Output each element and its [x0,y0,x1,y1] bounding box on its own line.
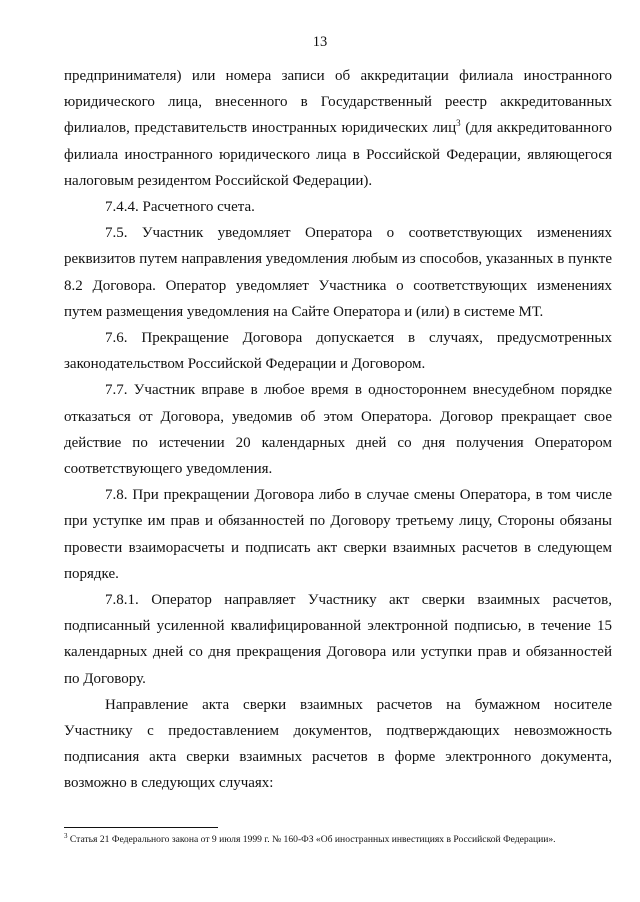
footnote-reference: 3 [456,118,461,129]
paragraph-text: (для аккредитованного филиала иностранного юридического лица в Российской Федерации, являющегося налоговым резидентом Российской Федерации). [64,120,612,189]
footnote-text: Статья 21 Федерального закона от 9 июля 1999 г. № 160-ФЗ «Об иностранных инвестициях в Российской Федерации». [67,834,556,845]
paragraph-continuation [64,63,612,194]
paragraph-7-8: 7.8. При прекращении Договора либо в случае смены Оператора, в том числе при уступке им прав и обязанностей по Договору третьему лицу, Стороны обязаны провести взаиморасчеты и подписать акт сверки взаимных расчетов в следующем порядке. [64,487,612,582]
paragraph-7-6: 7.6. Прекращение Договора допускается в случаях, предусмотренных законодательством Российской Федерации и Договором. [64,330,612,373]
paragraph-text: предпринимателя) или номера записи об аккредитации филиала иностранного юридического лица, внесенного в Государственный реестр аккредитованных филиалов, представительств иностранных юридических лиц [64,68,612,137]
paragraph-7-7: 7.7. Участник вправе в любое время в одностороннем внесудебном порядке отказаться от Договора, уведомив об этом Оператора. Договор прекращает свое действие по истечении 20 календарных дней со дня получения Оператором соответствующего уведомления. [64,382,612,478]
footnote [64,833,624,846]
document-body [64,63,612,797]
footnote-marker: 3 [64,831,68,840]
page-number: 13 [312,34,328,50]
paragraph-paper-act: Направление акта сверки взаимных расчетов на бумажном носителе Участнику с предоставлением документов, подтверждающих невозможность подписания акта сверки взаимных расчетов в форме электронного документа, возможно в следующих случаях: [64,696,612,792]
paragraph-7-4-4: 7.4.4. Расчетного счета. [105,199,255,216]
footnote-separator [64,827,218,828]
paragraph-7-8-1: 7.8.1. Оператор направляет Участнику акт сверки взаимных расчетов, подписанный усиленной квалифицированной электронной подписью, в течение 15 календарных дней со дня прекращения Договора или уступки прав и обязанностей по Договору. [64,592,612,687]
paragraph-7-5: 7.5. Участник уведомляет Оператора о соответствующих изменениях реквизитов путем направления уведомления любым из способов, указанных в пункте 8.2 Договора. Оператор уведомляет Участника о соответствующих изменениях путем размещения уведомления на Сайте Оператора и (или) в системе МТ. [64,225,612,320]
